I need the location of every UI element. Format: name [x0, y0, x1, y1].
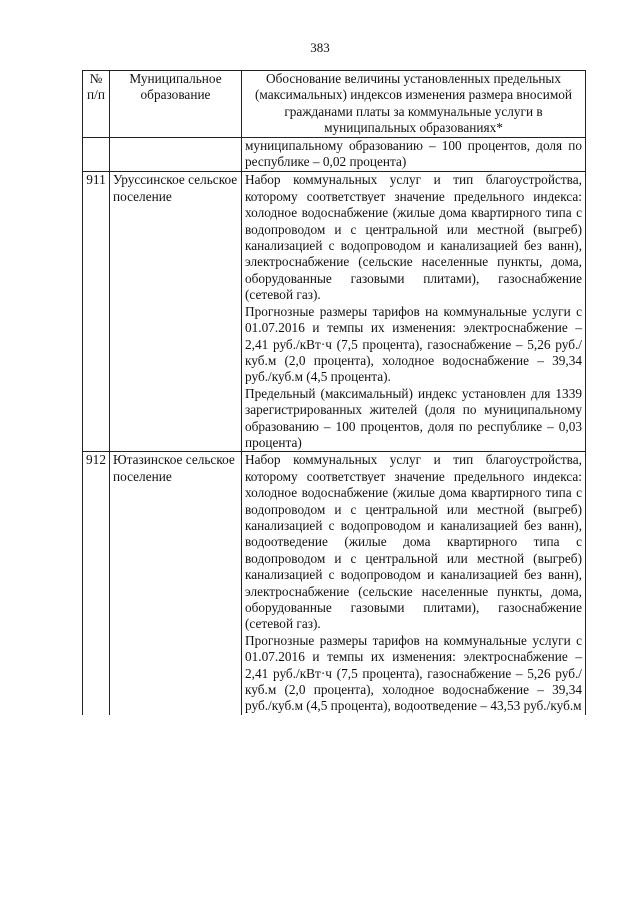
row-num: 912 [83, 452, 110, 715]
page-number: 383 [310, 40, 330, 55]
justification-paragraph: Предельный (максимальный) индекс установлен для 1339 зарегистрированных жителей (доля по муниципальному образованию – 100 процентов, доля по республике – 0,03 процента) [245, 385, 582, 450]
row-justification [242, 137, 586, 172]
justification-paragraph: Набор коммунальных услуг и тип благоустройства, которому соответствует значение предельного индекса: холодное водоснабжение (жилые дома квартирного типа с водопроводом и с центральной или местной (выгреб) канализацией с водопроводом и канализацией без ванн), водоотведение (жилые дома квартирного типа с водопроводом и с центральной или местной (выгреб) канализацией с водопроводом и канализацией без ванн), электроснабжение (сельские населенные пункты, дома, оборудованные газовыми плитами), газоснабжение (сетевой газ). [245, 452, 582, 632]
row-justification [242, 172, 586, 452]
header-num: № п/п [83, 71, 110, 138]
tariff-index-table [82, 70, 586, 715]
row-num [83, 137, 110, 172]
table-row-continuation [83, 137, 586, 172]
justification-paragraph: Прогнозные размеры тарифов на коммунальные услуги с 01.07.2016 и темпы их изменения: электроснабжение – 2,41 руб./кВт·ч (7,5 процента), газоснабжение – 5,26 руб./куб.м (2,0 процента), холодное водоснабжение – 39,34 руб./куб.м (4,5 процента). [245, 303, 582, 385]
table-row-912 [83, 452, 586, 715]
row-municipality: Ютазинское сельское поселение [110, 452, 242, 715]
table-header-row [83, 71, 586, 138]
justification-paragraph: Набор коммунальных услуг и тип благоустройства, которому соответствует значение предельного индекса: холодное водоснабжение (жилые дома квартирного типа с водопроводом и с центральной или местной (выгреб) канализацией с водопроводом и канализацией без ванн), электроснабжение (сельские населенные пункты, дома, оборудованные газовыми плитами), газоснабжение (сетевой газ). [245, 172, 582, 303]
row-municipality [110, 137, 242, 172]
row-justification [242, 452, 586, 715]
row-municipality: Уруссинское сельское поселение [110, 172, 242, 452]
row-num: 911 [83, 172, 110, 452]
justification-paragraph: муниципальному образованию – 100 процентов, доля по республике – 0,02 процента) [245, 137, 582, 170]
table-row-911 [83, 172, 586, 452]
header-municipality: Муниципальное образование [110, 71, 242, 138]
justification-paragraph: Прогнозные размеры тарифов на коммунальные услуги с 01.07.2016 и темпы их изменения: электроснабжение – 2,41 руб./кВт·ч (7,5 процента), газоснабжение – 5,26 руб./куб.м (2,0 процента), холодное водоснабжение – 39,34 руб./куб.м (4,5 процента), водоотведение – 43,53 руб./куб.м [245, 632, 582, 714]
header-justification: Обоснование величины установленных предельных (максимальных) индексов изменения размера вносимой гражданами платы за коммунальные услуги в муниципальных образованиях* [242, 71, 586, 138]
